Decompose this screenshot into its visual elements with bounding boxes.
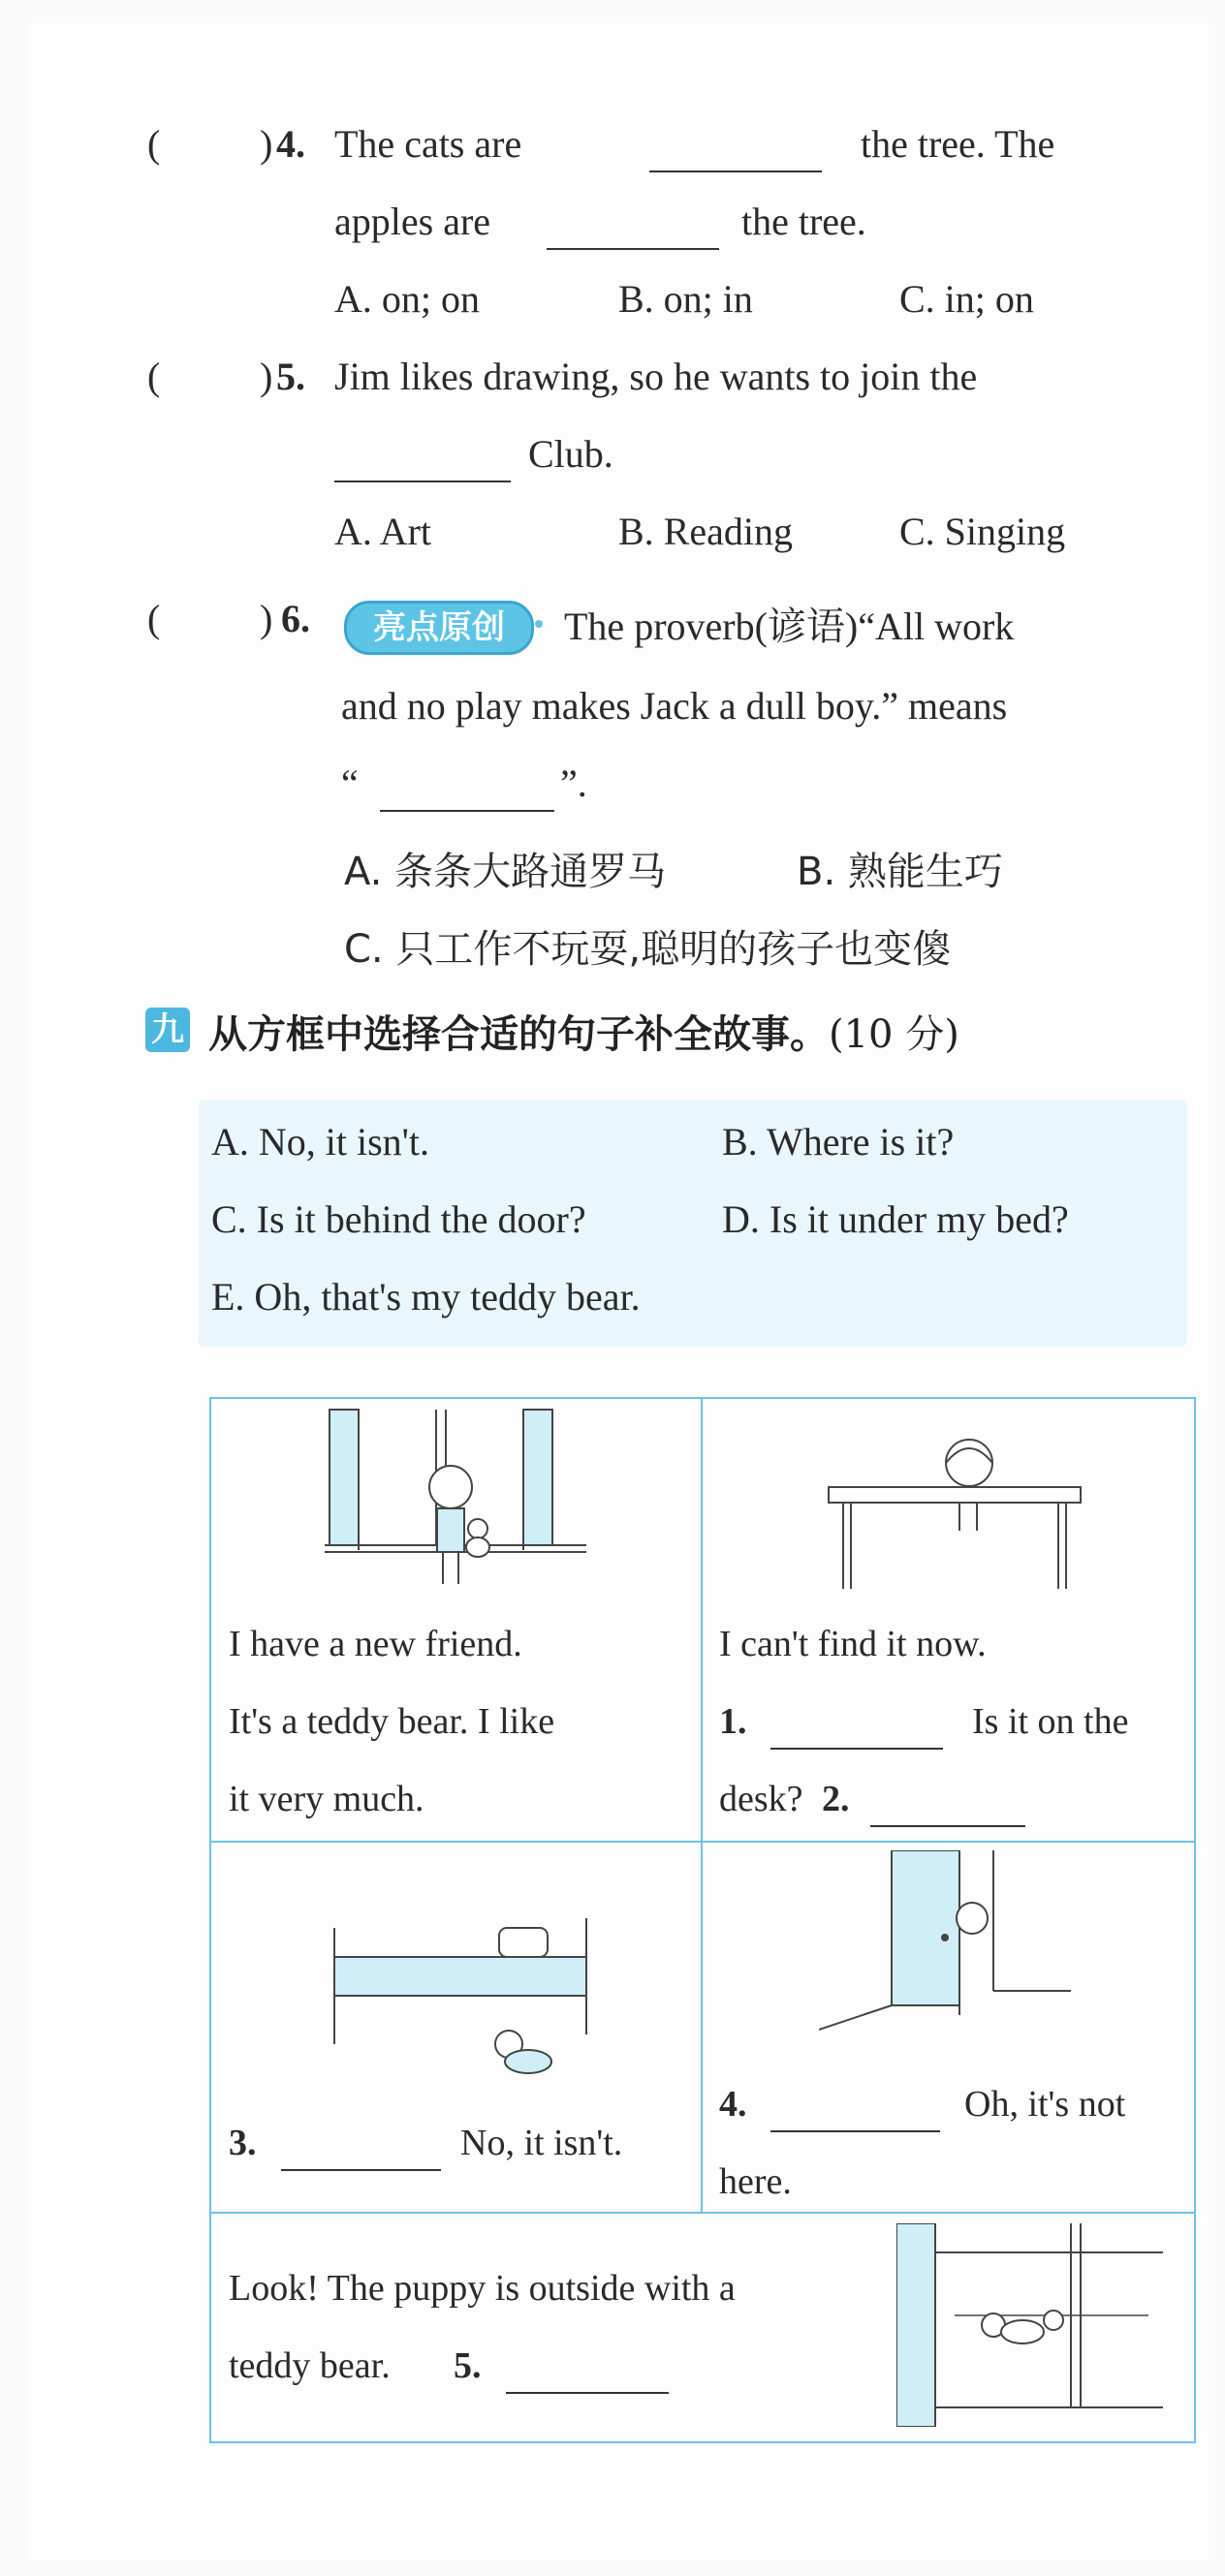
original-badge: 亮点原创: [344, 601, 534, 655]
question-text: Club.: [528, 432, 613, 476]
door-illustration: [819, 1850, 1090, 2044]
question-number: 6.: [281, 597, 310, 640]
bed-illustration: [325, 1909, 606, 2083]
answer-paren-left: (: [147, 122, 161, 166]
blank-number: 3.: [229, 2123, 257, 2163]
blank-line[interactable]: [770, 1715, 943, 1750]
blank-number: 4.: [719, 2084, 747, 2125]
question-text: The proverb(谚语)“All work: [564, 605, 1015, 648]
question-text: the tree.: [741, 200, 866, 243]
choice-e: E. Oh, that's my teddy bear.: [211, 1275, 641, 1319]
answer-paren-right: ): [260, 122, 273, 166]
story-text: desk?: [719, 1779, 803, 1819]
question-text: the tree. The: [861, 122, 1055, 166]
blank-number: 5.: [454, 2345, 482, 2386]
story-text: It's a teddy bear. I like: [229, 1701, 555, 1742]
story-text: I have a new friend.: [229, 1624, 522, 1664]
answer-paren-right: ): [260, 355, 273, 398]
story-text: No, it isn't.: [460, 2123, 623, 2163]
blank-line[interactable]: [334, 448, 511, 482]
option-c: C. in; on: [899, 277, 1034, 321]
section-title: [208, 1004, 959, 1059]
answer-paren-right: ): [260, 597, 273, 640]
close-quote: ”.: [560, 761, 587, 805]
grid-divider: [209, 2212, 1196, 2214]
badge-dot-icon: [535, 620, 543, 628]
question-number: 4.: [276, 122, 305, 166]
choice-c: C. Is it behind the door?: [211, 1197, 586, 1241]
blank-line[interactable]: [281, 2136, 441, 2171]
grid-divider: [209, 1841, 1196, 1843]
choice-d: D. Is it under my bed?: [722, 1197, 1069, 1241]
option-c: C. Singing: [899, 510, 1066, 553]
blank-line[interactable]: [649, 138, 822, 172]
question-text: and no play makes Jack a dull boy.” means: [341, 684, 1008, 728]
option-b: B. Reading: [618, 510, 793, 553]
blank-line[interactable]: [770, 2097, 940, 2132]
option-a: A. on; on: [334, 277, 480, 321]
section-title-text: 从方框中选择合适的句子补全故事。: [208, 1012, 829, 1057]
option-b: B. 熟能生巧: [797, 850, 1003, 894]
answer-paren-left: (: [147, 597, 161, 640]
question-number: 5.: [276, 355, 305, 398]
choice-b: B. Where is it?: [722, 1120, 955, 1164]
blank-line[interactable]: [380, 777, 554, 812]
story-text: Is it on the: [972, 1701, 1129, 1742]
open-quote: “: [341, 761, 359, 805]
question-text: The cats are: [334, 122, 522, 166]
puppy-window-illustration: [896, 2223, 1163, 2427]
story-text: Look! The puppy is outside with a: [229, 2268, 736, 2309]
option-a: A. Art: [334, 510, 431, 553]
grid-divider: [701, 1397, 703, 2213]
story-text: I can't find it now.: [719, 1624, 987, 1664]
blank-number: 1.: [719, 1701, 747, 1742]
option-c: C. 只工作不玩耍,聪明的孩子也变傻: [344, 927, 952, 972]
question-text: Jim likes drawing, so he wants to join the: [334, 355, 978, 398]
option-a: A. 条条大路通罗马: [344, 850, 667, 894]
option-b: B. on; in: [618, 277, 753, 321]
section-score: (10 分): [829, 1012, 959, 1057]
story-text: Oh, it's not: [964, 2084, 1126, 2125]
girl-with-teddy-illustration: [325, 1405, 586, 1598]
section-number-icon: 九: [145, 1008, 190, 1052]
girl-at-table-illustration: [824, 1434, 1085, 1598]
blank-line[interactable]: [870, 1792, 1025, 1827]
story-text: teddy bear.: [229, 2345, 391, 2386]
blank-number: 2.: [822, 1779, 850, 1819]
story-text: it very much.: [229, 1779, 424, 1819]
story-text: here.: [719, 2161, 792, 2202]
blank-line[interactable]: [547, 215, 719, 250]
choice-a: A. No, it isn't.: [211, 1120, 429, 1164]
answer-paren-left: (: [147, 355, 161, 398]
blank-line[interactable]: [506, 2359, 669, 2394]
question-text: apples are: [334, 200, 491, 243]
